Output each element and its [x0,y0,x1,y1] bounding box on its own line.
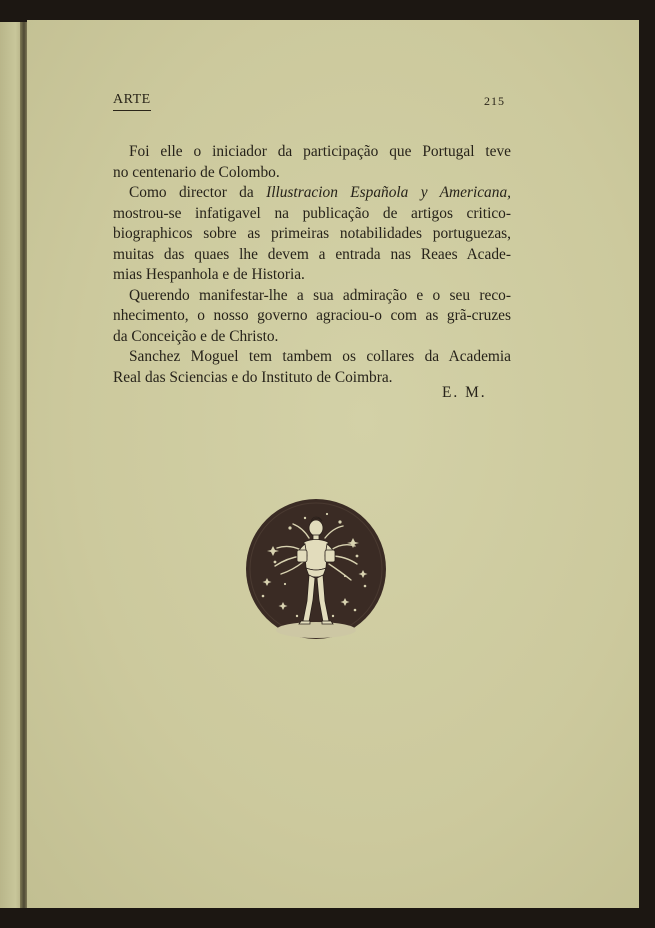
text-line: biographicos sobre as primeiras notabilidades portuguezas, [113,225,511,242]
text-line: no centenario de Colombo. [113,163,280,181]
text-line: muitas das quaes lhe devem a entrada nas Reaes Acade- [113,245,511,263]
text-line: Querendo manifestar-lhe a sua admiração e o seu reco- [129,286,511,304]
page-number: 215 [484,94,505,108]
text-line [113,183,511,204]
text-line: mostrou-se infatigavel na publicação de artigos critico- [113,204,511,222]
text-line: nhecimento, o nosso governo agraciou-o com as grã-cruzes [113,307,511,324]
text-line: Foi elle o iniciador da participação que Portugal teve [129,143,511,160]
publication-title: Illustracion Española y Americana, [266,184,511,201]
running-head: ARTE [113,92,151,111]
text-line: da Conceição e de Christo. [113,327,279,345]
text-line: Sanchez Moguel tem tambem os collares da Academia [129,348,511,365]
text-line: mias Hespanhola e de Historia. [113,266,305,283]
text-line: Real das Sciencias e do Instituto de Coimbra. [113,368,393,386]
book-page [27,20,639,908]
author-signature: E. M. [442,384,487,401]
text-fragment: Como director da [129,184,254,201]
body-text [113,142,511,388]
figure-among-stars-emblem-icon [245,498,387,640]
